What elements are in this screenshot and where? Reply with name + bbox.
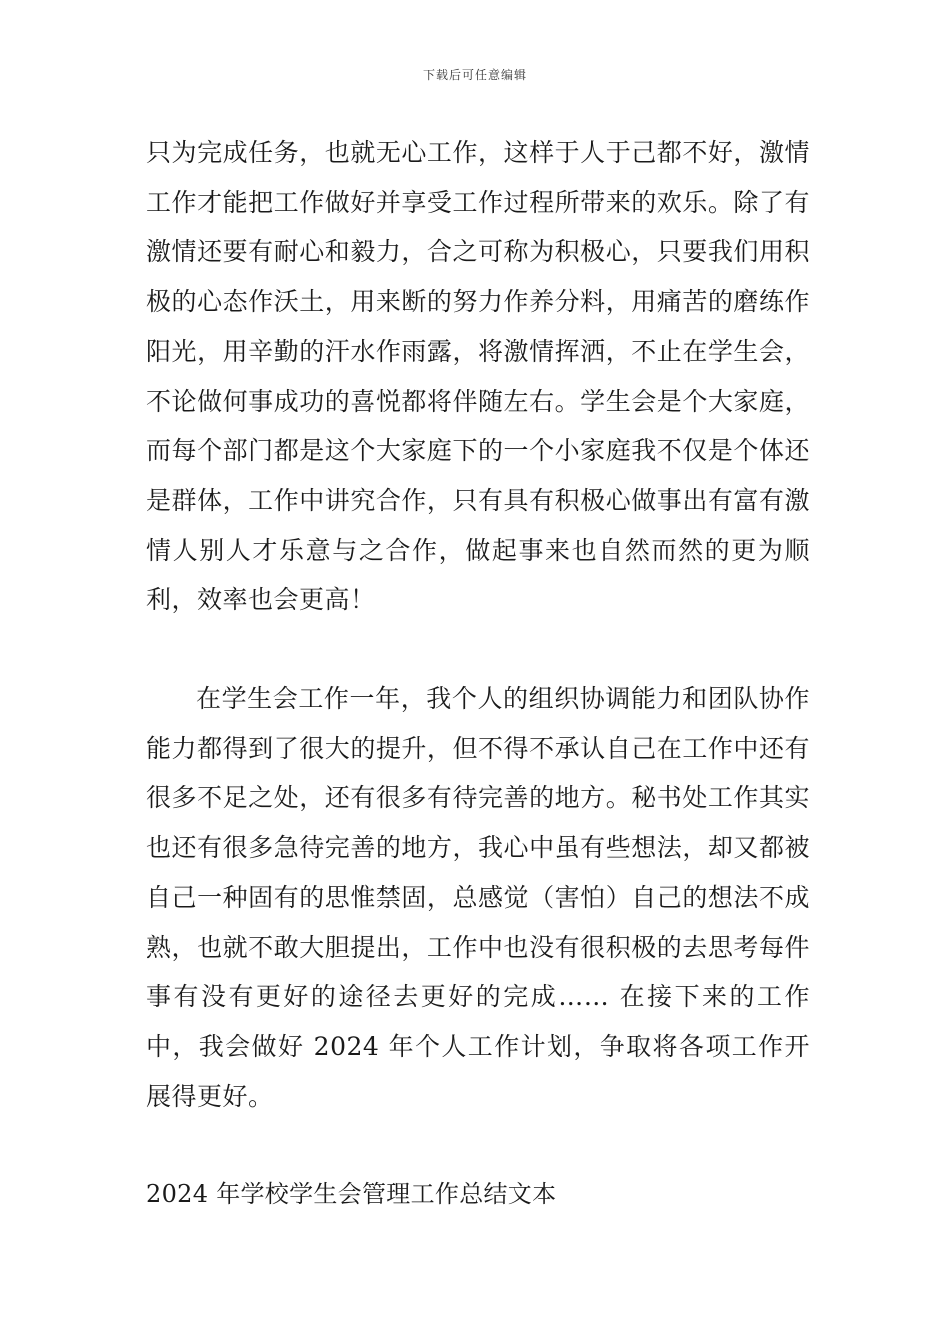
header-note: 下载后可任意编辑 xyxy=(422,68,527,82)
paragraph-1: 只为完成任务，也就无心工作，这样于人于己都不好，激情工作才能把工作做好并享受工作过程所带来的欢乐。除了有激情还要有耐心和毅力，合之可称为积极心，只要我们用积极的心态作沃土，用来断的努力作养分料，用痛苦的磨练作阳光，用辛勤的汗水作雨露，将激情挥洒，不止在学生会，不论做何事成功的喜悦都将伴随左右。学生会是个大家庭，而每个部门都是这个大家庭下的一个小家庭我不仅是个体还是群体，工作中讲究合作，只有具有积极心做事出有富有激情人别人才乐意与之合作，做起事来也自然而然的更为顺利，效率也会更高！ xyxy=(146,138,810,615)
paragraph-gap xyxy=(146,1121,810,1170)
paragraph-2: 在学生会工作一年，我个人的组织协调能力和团队协作能力都得到了很大的提升，但不得不承认自己在工作中还有很多不足之处，还有很多有待完善的地方。秘书处工作其实也还有很多急待完善的地方，我心中虽有些想法，却又都被自己一种固有的思惟禁固，总感觉（害怕）自己的想法不成熟，也就不敢大胆提出，工作中也没有很积极的去思考每件事有没有更好的途径去更好的完成…… 在接下来的工作中，我会做好 2024 年个人工作计划，争取将各项工作开展得更好。 xyxy=(146,684,810,1111)
document-body xyxy=(146,128,810,1219)
next-section-title: 2024 年学校学生会管理工作总结文本 xyxy=(146,1180,557,1209)
paragraph-gap xyxy=(146,625,810,674)
